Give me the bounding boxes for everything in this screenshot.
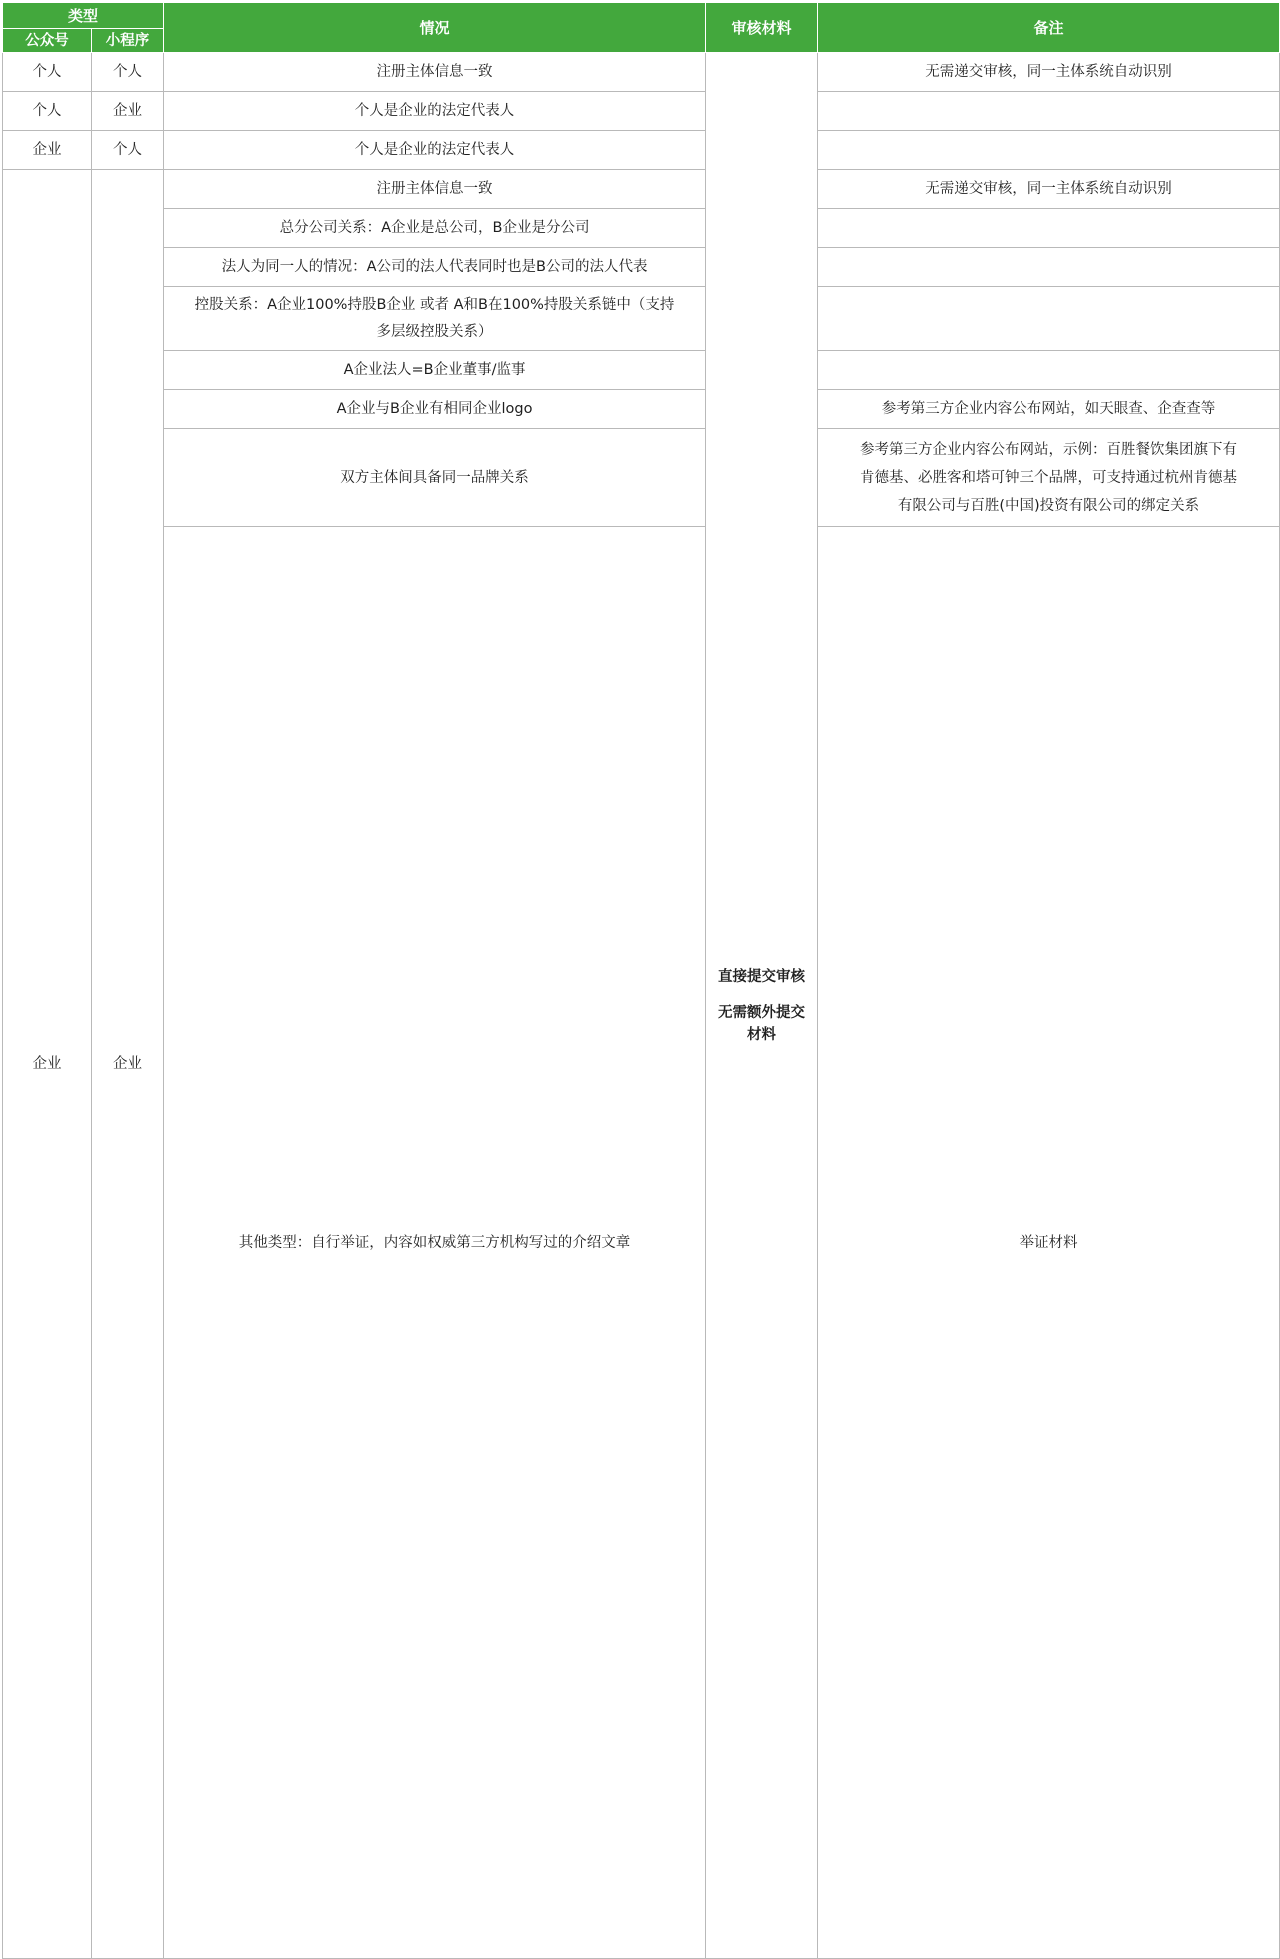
header-remarks: 备注 — [818, 3, 1280, 53]
cell-situation: A企业与B企业有相同企业logo — [164, 390, 706, 429]
cell-remark — [818, 209, 1280, 248]
cell-remark: 无需递交审核，同一主体系统自动识别 — [818, 170, 1280, 209]
situation-line2: 多层级控股关系） — [376, 323, 493, 340]
table-row — [3, 248, 1280, 287]
cell-situation: A企业法人=B企业董事/监事 — [164, 351, 706, 390]
cell-situation: 法人为同一人的情况：A公司的法人代表同时也是B公司的法人代表 — [164, 248, 706, 287]
table-row — [3, 209, 1280, 248]
table-row — [3, 390, 1280, 429]
header-situation: 情况 — [164, 3, 706, 53]
cell-situation: 个人是企业的法定代表人 — [164, 92, 706, 131]
table-row — [3, 429, 1280, 527]
cell-situation: 注册主体信息一致 — [164, 170, 706, 209]
cell-situation: 个人是企业的法定代表人 — [164, 131, 706, 170]
cell-remark: 无需递交审核，同一主体系统自动识别 — [818, 53, 1280, 92]
remark-line2: 肯德基、必胜客和塔可钟三个品牌，可支持通过杭州肯德基 — [860, 469, 1238, 486]
table-row — [3, 53, 1280, 92]
cell-official-account-enterprise: 企业 — [3, 170, 92, 1959]
cell-remark — [818, 92, 1280, 131]
binding-rules-table — [2, 2, 1280, 1959]
table-row — [3, 92, 1280, 131]
cell-situation: 双方主体间具备同一品牌关系 — [164, 429, 706, 527]
cell-audit-material-evidence: 举证材料 — [818, 527, 1280, 1959]
header-official-account: 公众号 — [3, 29, 92, 53]
audit-material-line2: 无需额外提交 — [718, 1004, 806, 1021]
cell-official-account: 企业 — [3, 131, 92, 170]
cell-remark — [818, 248, 1280, 287]
cell-situation — [164, 287, 706, 351]
audit-material-line3: 材料 — [747, 1026, 777, 1043]
cell-audit-material-direct — [706, 53, 818, 1959]
header-type: 类型 — [3, 3, 164, 29]
cell-mini-program: 企业 — [92, 92, 164, 131]
audit-material-line1: 直接提交审核 — [718, 968, 806, 985]
table-row — [3, 527, 1280, 1959]
table-row — [3, 170, 1280, 209]
remark-line1: 参考第三方企业内容公布网站，示例：百胜餐饮集团旗下有 — [860, 441, 1238, 458]
table-row — [3, 287, 1280, 351]
cell-mini-program: 个人 — [92, 131, 164, 170]
cell-remark — [818, 287, 1280, 351]
situation-line1: 控股关系：A企业100%持股B企业 或者 A和B在100%持股关系链中（支持 — [194, 296, 675, 313]
table-row — [3, 351, 1280, 390]
remark-line3: 有限公司与百胜(中国)投资有限公司的绑定关系 — [897, 497, 1200, 514]
cell-situation: 注册主体信息一致 — [164, 53, 706, 92]
header-mini-program: 小程序 — [92, 29, 164, 53]
cell-official-account: 个人 — [3, 92, 92, 131]
cell-situation: 总分公司关系：A企业是总公司，B企业是分公司 — [164, 209, 706, 248]
header-audit-material: 审核材料 — [706, 3, 818, 53]
table-row — [3, 131, 1280, 170]
cell-remark — [818, 429, 1280, 527]
cell-official-account: 个人 — [3, 53, 92, 92]
cell-situation: 其他类型：自行举证，内容如权威第三方机构写过的介绍文章 — [164, 527, 706, 1959]
cell-mini-program-enterprise: 企业 — [92, 170, 164, 1959]
cell-remark: 参考第三方企业内容公布网站，如天眼查、企查查等 — [818, 390, 1280, 429]
cell-remark — [818, 351, 1280, 390]
cell-mini-program: 个人 — [92, 53, 164, 92]
cell-remark — [818, 131, 1280, 170]
